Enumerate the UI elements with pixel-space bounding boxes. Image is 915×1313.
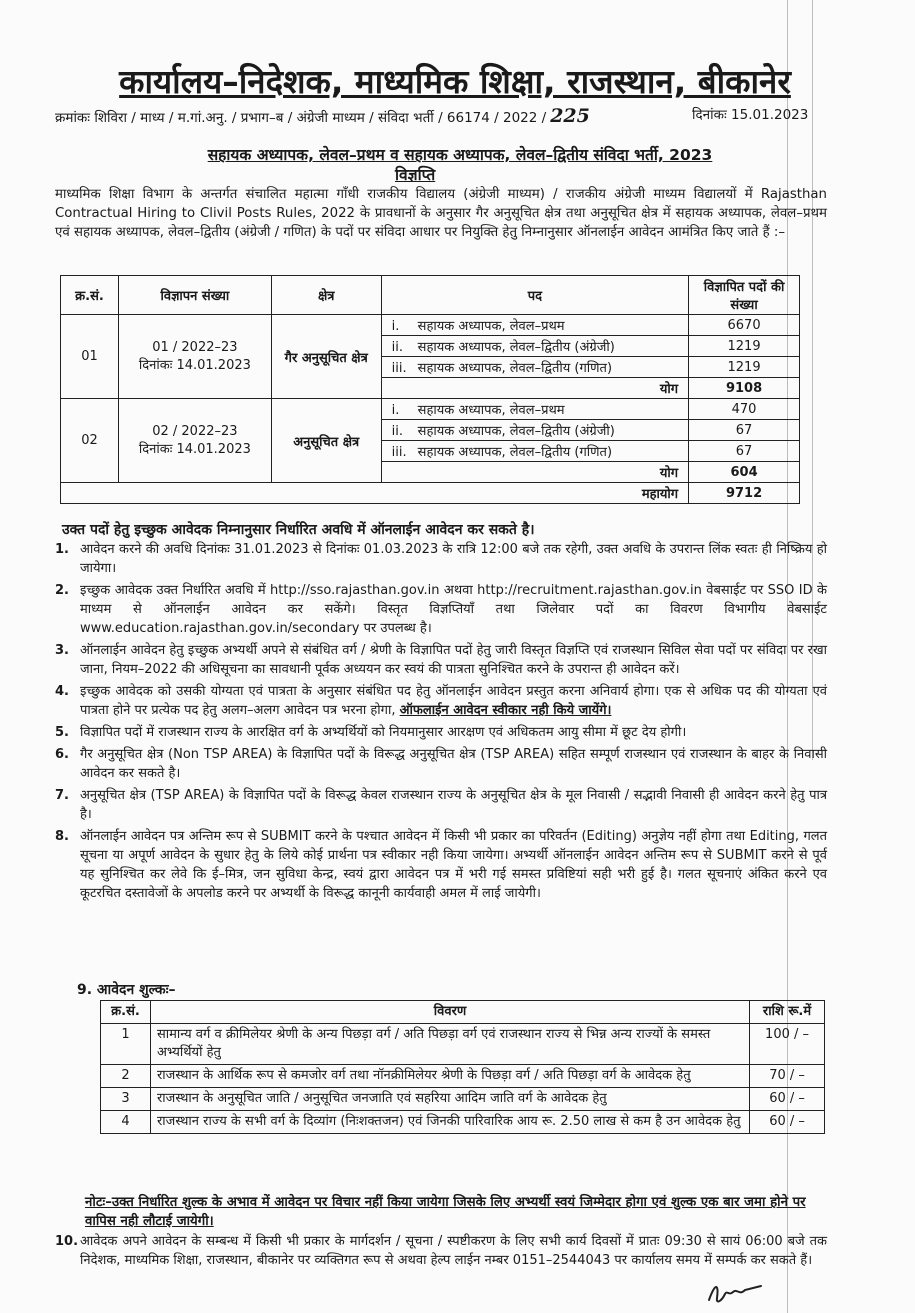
table-row [101, 1088, 825, 1111]
total-value: 604 [689, 462, 800, 483]
list-item [55, 827, 827, 903]
instruction-list [55, 540, 827, 906]
item-text: गैर अनुसूचित क्षेत्र (Non TSP AREA) के विज्ञापित पदों के विरूद्ध अनुसूचित क्षेत्र (TSP AREA) सहित सम्पूर्ण राजस्थान एवं राजस्थान के बाहर के निवासी आवेदन कर सकते है। [80, 747, 827, 781]
post-count: 67 [689, 420, 800, 441]
list-item [55, 1232, 827, 1270]
item-text: इच्छुक आवेदक उक्त निर्धारित अवधि में http://sso.rajasthan.gov.in अथवा http://recruitment.rajasthan.gov.in वेबसाईट पर SSO ID के माध्यम से ऑनलाईन आवेदन कर सकेंगे। विस्तृत विज्ञप्तियाँ तथा जिलेवार पदों का विवरण विभागीय वेबसाईट www.education.rajasthan.gov.in/secondary पर उपलब्ध है। [80, 583, 827, 636]
adv-no: 02 / 2022–23 [152, 424, 238, 439]
roman: i. [391, 319, 400, 334]
table-row [101, 1111, 825, 1134]
post-label: सहायक अध्यापक, लेवल–द्वितीय (गणित) [417, 445, 613, 460]
post-count: 67 [689, 441, 800, 462]
table-row [61, 399, 800, 420]
fee-note: नोटः–उक्त निर्धारित शुल्क के अभाव में आवेदन पर विचार नहीं किया जायेगा जिसके लिए अभ्यर्थी स्वयं जिम्मेदार होगा एवं शुल्क एक बार जमा होने पर वापिस नही लौटाई जायेगी। [85, 1195, 806, 1229]
fee-table [100, 1000, 825, 1134]
fee-sno: 2 [101, 1065, 151, 1088]
item-text: आवेदन करने की अवधि दिनांकः 31.01.2023 से दिनांकः 01.03.2023 के रात्रि 12:00 बजे तक रहेगी, उक्त अवधि के उपरान्त लिंक स्वतः ही निष्क्रिय हो जायेगा। [80, 542, 827, 576]
grand-total-row [61, 483, 800, 504]
grand-total-label: महायोग [61, 483, 689, 504]
item-text: ऑनलाईन आवेदन हेतु इच्छुक अभ्यर्थी अपने से संबंधित वर्ग / श्रेणी के विज्ञापित पदों हेतु जारी विस्तृत विज्ञप्ति एवं राजस्थान सिविल सेवा पदों पर संविदा पर रखा जाना, नियम–2022 की अधिसूचना का सावधानी पूर्वक अध्ययन कर स्वयं की पात्रता सुनिश्चित करने के उपरान्त ही आवेदन करें। [80, 643, 827, 677]
item-number: 10. [55, 1234, 79, 1249]
item-number: 3. [55, 643, 69, 658]
area: गैर अनुसूचित क्षेत्र [271, 315, 381, 399]
item-number: 2. [55, 583, 69, 598]
fee-desc: राजस्थान राज्य के सभी वर्ग के दिव्यांग (निःशक्तजन) एवं जिनकी पारिवारिक आय रू. 2.50 लाख से कम है उन आवेदक हेतु [150, 1111, 749, 1134]
post-name [381, 399, 688, 420]
office-title: कार्यालय–निदेशक, माध्यमिक शिक्षा, राजस्थान, बीकानेर [119, 62, 791, 101]
post-count: 1219 [689, 357, 800, 378]
fee-desc: राजस्थान के आर्थिक रूप से कमजोर वर्ग तथा नॉनक्रीमिलेयर श्रेणी के पिछड़ा वर्ग / अति पिछड़ा वर्ग के आवेदक हेतु [150, 1065, 749, 1088]
roman: iii. [391, 445, 407, 460]
roman: i. [391, 403, 400, 418]
roman: iii. [391, 361, 407, 376]
item-text [80, 682, 827, 720]
issue-date [692, 105, 808, 123]
post-count: 1219 [689, 336, 800, 357]
post-name [381, 357, 688, 378]
intro-paragraph: माध्यमिक शिक्षा विभाग के अन्तर्गत संचालित महात्मा गाँधी राजकीय विद्यालय (अंग्रेजी माध्यम) / राजकीय अंग्रेजी माध्यम विद्यालयों में Rajasthan Contractual Hiring to Clivil Posts Rules, 2022 के प्रावधानों के अनुसार गैर अनुसूचित क्षेत्र तथा अनुसूचित क्षेत्र में सहायक अध्यापक, लेवल–प्रथम एवं सहायक अध्यापक, लेवल–द्वितीय (अंग्रेजी / गणित) के पदों पर संविदा आधार पर नियुक्ति हेतु निम्नानुसार ऑनलाईन आवेदन आमंत्रित किए जाते हैं :– [55, 187, 827, 240]
date-value: 15.01.2023 [731, 107, 809, 123]
subject-heading: सहायक अध्यापक, लेवल–प्रथम व सहायक अध्यापक, लेवल–द्वितीय संविदा भर्ती, 2023 [207, 146, 713, 164]
fee-sno: 4 [101, 1111, 151, 1134]
signature-icon [705, 1278, 775, 1312]
item-text: आवेदक अपने आवेदन के सम्बन्ध में किसी भी प्रकार के मार्गदर्शन / सूचना / स्पष्टीकरण के लिए सभी कार्य दिवसों में प्रातः 09:30 से सायं 06:00 बजे तक निदेशक, माध्यमिक शिक्षा, राजस्थान, बीकानेर पर व्यक्तिगत रूप से अथवा हेल्प लाईन नम्बर 0151–2544043 पर कार्यालय समय में सम्पर्क कर सकते हैं। [80, 1234, 827, 1268]
adv-number [118, 315, 271, 399]
header-area: क्षेत्र [271, 276, 381, 315]
group-sno: 01 [61, 315, 119, 399]
item-number: 6. [55, 747, 69, 762]
grand-total-value: 9712 [689, 483, 800, 504]
post-count: 6670 [689, 315, 800, 336]
table-row [101, 1024, 825, 1065]
fee-amount: 60 / – [750, 1088, 825, 1111]
item-text-emphasis: ऑफलाईन आवेदन स्वीकार नही किये जायेंगे। [399, 703, 612, 718]
reference-label: क्रमांकः शिविरा / माध्य / म.गां.अनु. / प्रभाग–ब / अंग्रेजी माध्यम / संविदा भर्ती / 66174 / 2022 / [55, 110, 547, 126]
list-item [55, 745, 827, 783]
total-value: 9108 [689, 378, 800, 399]
reference-handwritten-number: 225 [550, 105, 590, 127]
table-row [61, 315, 800, 336]
post-label: सहायक अध्यापक, लेवल–द्वितीय (अंग्रेजी) [417, 424, 615, 439]
fee-header-amount: राशि रू.में [750, 1001, 825, 1024]
group-sno: 02 [61, 399, 119, 483]
adv-number [118, 399, 271, 483]
date-label: दिनांकः [692, 107, 727, 123]
list-item [55, 682, 827, 720]
roman: ii. [391, 424, 404, 439]
item-number: 4. [55, 684, 69, 699]
item-number: 7. [55, 788, 69, 803]
list-item [55, 581, 827, 638]
table-row [101, 1065, 825, 1088]
adv-date: दिनांकः 14.01.2023 [138, 442, 251, 457]
header-count: विज्ञापित पदों की संख्या [689, 276, 800, 315]
fee-sno: 3 [101, 1088, 151, 1111]
posts-table-header [61, 276, 800, 315]
item-text: विज्ञापित पदों में राजस्थान राज्य के आरक्षित वर्ग के अभ्यर्थियों को नियमानुसार आरक्षण एवं अधिकतम आयु सीमा में छूट देय होगी। [80, 725, 687, 740]
list-item [55, 723, 827, 742]
post-label: सहायक अध्यापक, लेवल–प्रथम [417, 319, 565, 334]
item-text: अनुसूचित क्षेत्र (TSP AREA) के विज्ञापित पदों के विरूद्ध केवल राजस्थान राज्य के अनुसूचित क्षेत्र के मूल निवासी / सद्भावी निवासी ही आवेदन करने हेतु पात्र है। [80, 788, 827, 822]
total-label: योग [381, 462, 688, 483]
post-name [381, 420, 688, 441]
list-item [55, 641, 827, 679]
adv-no: 01 / 2022–23 [152, 340, 238, 355]
area: अनुसूचित क्षेत्र [271, 399, 381, 483]
fee-amount: 60 / – [750, 1111, 825, 1134]
post-name [381, 441, 688, 462]
notice-label: विज्ञप्ति [395, 166, 436, 184]
item-number: 5. [55, 725, 69, 740]
post-name [381, 315, 688, 336]
fee-desc: राजस्थान के अनुसूचित जाति / अनुसूचित जनजाति एवं सहरिया आदिम जाति वर्ग के आवेदक हेतु [150, 1088, 749, 1111]
instructions-heading: उक्त पदों हेतु इच्छुक आवेदक निम्नानुसार निर्धारित अवधि में ऑनलाईन आवेदन कर सकते है। [62, 522, 535, 538]
header-sno: क्र.सं. [61, 276, 119, 315]
total-label: योग [381, 378, 688, 399]
fee-sno: 1 [101, 1024, 151, 1065]
item-number: 1. [55, 542, 69, 557]
posts-table [60, 275, 800, 504]
item-text: ऑनलाईन आवेदन पत्र अन्तिम रूप से SUBMIT करने के पश्चात आवेदन में किसी भी प्रकार का परिवर्तन (Editing) अनुज्ञेय नहीं होगा तथा Editing, गलत सूचना या अपूर्ण आवेदन के सुधार हेतु के लिये कोई प्रार्थना पत्र स्वीकार नही किया जायेगा। अभ्यर्थी ऑनलाईन आवेदन अन्तिम रूप से SUBMIT करने से पूर्व यह सुनिश्चित कर लेवे कि ई–मित्र, जन सुविधा केन्द्र, स्वयं द्वारा आवेदन पत्र में भरी गई समस्त प्रविष्टियां सही भरी हुई है। गलत सूचनाएं अंकित करने एव कूटरचित दस्तावेजों के अपलोड करने पर अभ्यर्थी के विरूद्ध कानूनी कार्यवाही अमल में लाई जायेगी। [80, 829, 827, 901]
item-number: 8. [55, 829, 69, 844]
fee-header-desc: विवरण [150, 1001, 749, 1024]
post-label: सहायक अध्यापक, लेवल–द्वितीय (अंग्रेजी) [417, 340, 615, 355]
post-label: सहायक अध्यापक, लेवल–द्वितीय (गणित) [417, 361, 613, 376]
post-count: 470 [689, 399, 800, 420]
item-text-main: इच्छुक आवेदक को उसकी योग्यता एवं पात्रता के अनुसार संबंधित पद हेतु ऑनलाईन आवेदन प्रस्तुत करना अनिवार्य होगा। एक से अधिक पद की योग्यता एवं पात्रता होने पर प्रत्येक पद हेतु अलग–अलग आवेदन पत्र भरना होगा, [80, 684, 827, 718]
adv-date: दिनांकः 14.01.2023 [138, 358, 251, 373]
roman: ii. [391, 340, 404, 355]
fee-heading: 9. आवेदन शुल्कः– [77, 982, 176, 998]
post-name [381, 336, 688, 357]
fee-amount: 70 / – [750, 1065, 825, 1088]
header-adv-no: विज्ञापन संख्या [118, 276, 271, 315]
reference-number [55, 105, 590, 127]
post-label: सहायक अध्यापक, लेवल–प्रथम [417, 403, 565, 418]
fee-desc: सामान्य वर्ग व क्रीमिलेयर श्रेणी के अन्य पिछड़ा वर्ग / अति पिछड़ा वर्ग एवं राजस्थान राज्य से भिन्न अन्य राज्यों के समस्त अभ्यर्थियों हेतु [150, 1024, 749, 1065]
fee-header-sno: क्र.सं. [101, 1001, 151, 1024]
list-item [55, 786, 827, 824]
list-item [55, 540, 827, 578]
fee-table-header [101, 1001, 825, 1024]
header-post: पद [381, 276, 688, 315]
fee-amount: 100 / – [750, 1024, 825, 1065]
